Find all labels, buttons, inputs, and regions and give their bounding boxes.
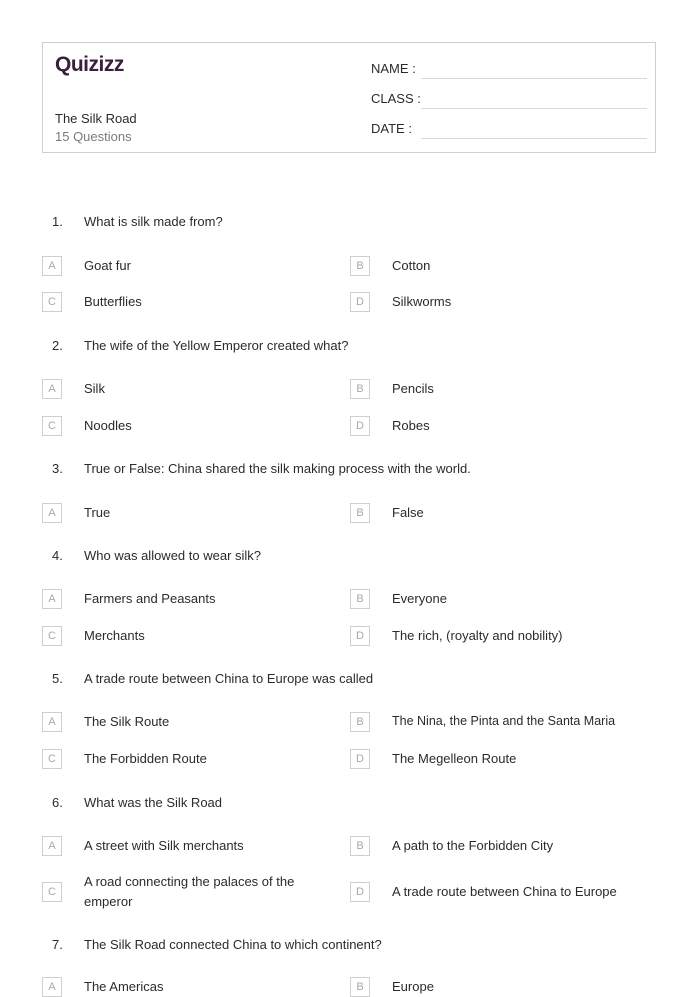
option-letter-b: B: [350, 503, 370, 523]
option-text: A road connecting the palaces of the emperor: [84, 874, 295, 909]
option-text: The rich, (royalty and nobility): [392, 628, 563, 643]
class-line: [421, 108, 647, 109]
option-letter-c: C: [42, 749, 62, 769]
question-text: Who was allowed to wear silk?: [84, 548, 262, 563]
option-text: The Americas: [84, 979, 164, 994]
worksheet-header: [42, 42, 656, 153]
option-letter-d: D: [350, 626, 370, 646]
option-letter-c: C: [42, 626, 62, 646]
option-letter-d: D: [350, 292, 370, 312]
class-label: CLASS :: [371, 91, 421, 106]
question-number: 2.: [52, 338, 63, 353]
option-letter-c: C: [42, 292, 62, 312]
option-letter-c: C: [42, 416, 62, 436]
name-line: [421, 78, 647, 79]
option-letter-a: A: [42, 836, 62, 856]
option-text: Farmers and Peasants: [84, 591, 216, 606]
option-text: Everyone: [392, 591, 447, 606]
option-text: The Silk Route: [84, 714, 170, 729]
option-letter-a: A: [42, 977, 62, 997]
option-text: True: [84, 505, 111, 520]
date-line: [421, 138, 647, 139]
option-text: Pencils: [392, 381, 434, 396]
option-letter-d: D: [350, 416, 370, 436]
question-text: The Silk Road connected China to which continent?: [84, 937, 382, 952]
option-text: Merchants: [84, 628, 145, 643]
option-text: Goat fur: [84, 258, 131, 273]
question-text: The wife of the Yellow Emperor created what?: [84, 338, 349, 353]
option-text: A trade route between China to Europe: [392, 884, 617, 899]
option-letter-b: B: [350, 589, 370, 609]
question-number: 5.: [52, 671, 63, 686]
option-text: The Nina, the Pinta and the Santa Maria: [392, 714, 616, 728]
option-letter-a: A: [42, 589, 62, 609]
question-number: 4.: [52, 548, 63, 563]
option-letter-b: B: [350, 977, 370, 997]
option-text: The Megelleon Route: [392, 751, 517, 766]
name-label: NAME :: [371, 61, 416, 76]
option-text: Cotton: [392, 258, 431, 273]
option-text: Butterflies: [84, 294, 142, 309]
question-text: True or False: China shared the silk making process with the world.: [84, 461, 471, 476]
question-text: A trade route between China to Europe was called: [84, 671, 374, 686]
option-letter-d: D: [350, 882, 370, 902]
option-letter-d: D: [350, 749, 370, 769]
option-text: Noodles: [84, 418, 132, 433]
option-text: The Forbidden Route: [84, 751, 207, 766]
question-number: 3.: [52, 461, 63, 476]
option-letter-c: C: [42, 882, 62, 902]
option-text: Robes: [392, 418, 430, 433]
question-number: 7.: [52, 937, 63, 952]
quiz-title: The Silk Road: [55, 111, 137, 126]
option-letter-b: B: [350, 712, 370, 732]
option-text: Europe: [392, 979, 434, 994]
option-letter-b: B: [350, 836, 370, 856]
question-number: 6.: [52, 795, 63, 810]
question-text: What was the Silk Road: [84, 795, 223, 810]
option-text: A path to the Forbidden City: [392, 838, 554, 853]
option-text: A street with Silk merchants: [84, 838, 244, 853]
option-letter-a: A: [42, 712, 62, 732]
quizizz-logo: Quizizz: [55, 53, 124, 76]
option-text: False: [392, 505, 424, 520]
option-letter-a: A: [42, 503, 62, 523]
option-text: Silk: [84, 381, 105, 396]
date-label: DATE :: [371, 121, 412, 136]
question-text: What is silk made from?: [84, 214, 223, 229]
option-letter-a: A: [42, 256, 62, 276]
question-count: 15 Questions: [55, 129, 132, 144]
option-text: Silkworms: [392, 294, 452, 309]
option-letter-b: B: [350, 379, 370, 399]
option-letter-a: A: [42, 379, 62, 399]
question-number: 1.: [52, 214, 63, 229]
option-letter-b: B: [350, 256, 370, 276]
